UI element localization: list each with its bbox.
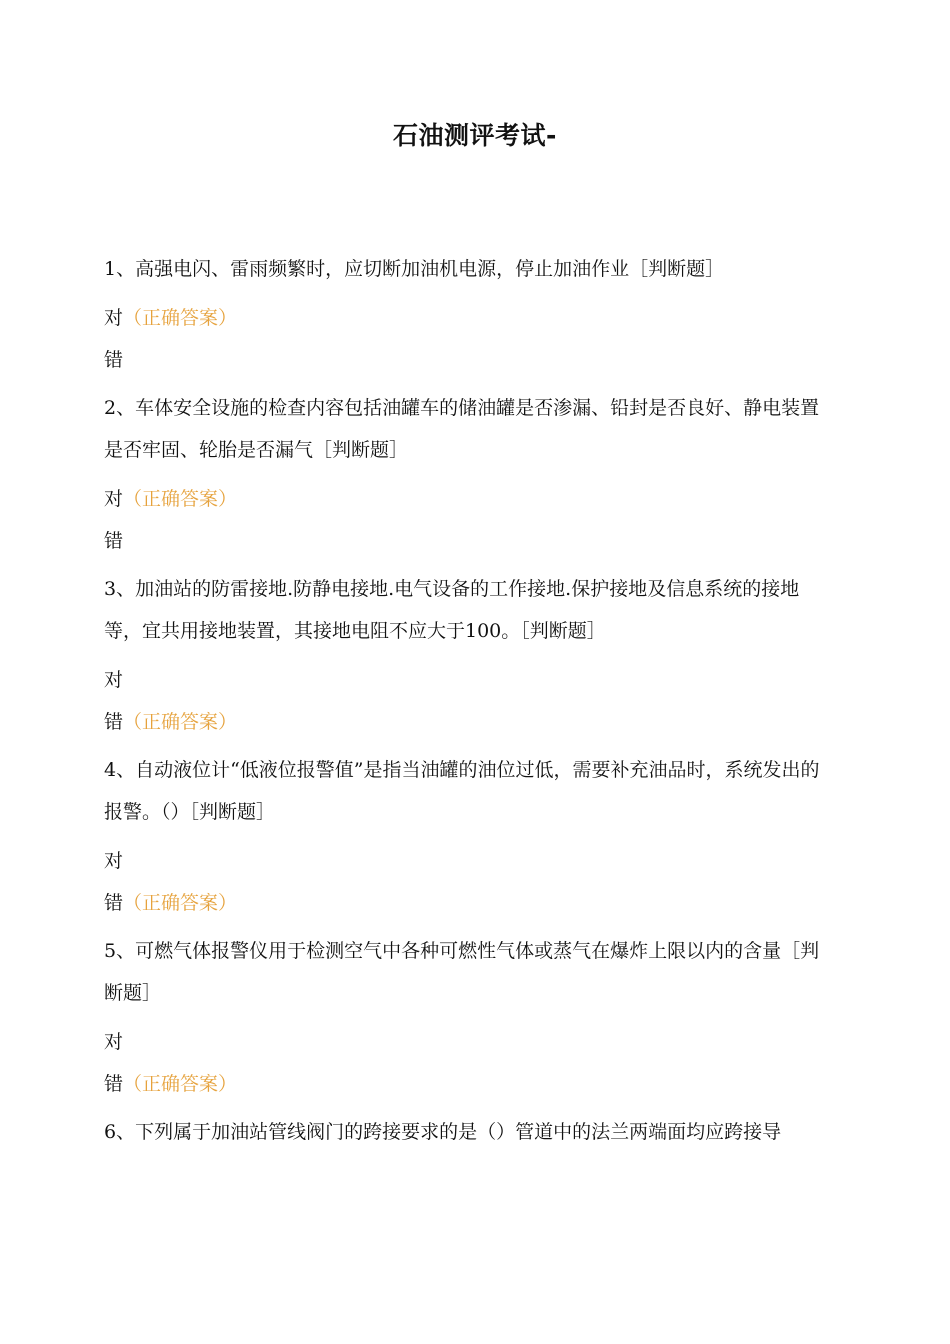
option-label: 错 (104, 892, 124, 914)
option-label: 对 (104, 1031, 124, 1053)
question-list (104, 248, 834, 1160)
option-true[interactable] (104, 478, 834, 520)
correct-answer-tag: （正确答案） (123, 711, 238, 733)
option-true[interactable] (104, 840, 834, 882)
option-label: 错 (104, 711, 124, 733)
option-label: 对 (104, 850, 124, 872)
question-text: 4、自动液位计“低液位报警值”是指当油罐的油位过低，需要补充油品时，系统发出的报警。（）［判断题］ (104, 759, 820, 823)
option-label: 错 (104, 530, 124, 552)
question-text: 5、可燃气体报警仪用于检测空气中各种可燃性气体或蒸气在爆炸上限以内的含量［判断题］ (104, 940, 820, 1004)
question-text: 6、下列属于加油站管线阀门的跨接要求的是（）管道中的法兰两端面均应跨接导 (104, 1121, 782, 1143)
question-block-4 (104, 749, 834, 924)
option-true[interactable] (104, 1021, 834, 1063)
option-label: 错 (104, 349, 124, 371)
document-title: 石油测评考试- (393, 121, 557, 150)
question-block-2 (104, 387, 834, 562)
question-text: 2、车体安全设施的检查内容包括油罐车的储油罐是否渗漏、铅封是否良好、静电装置是否牢固、轮胎是否漏气［判断题］ (104, 397, 820, 461)
option-label: 错 (104, 1073, 124, 1095)
question-block-6 (104, 1111, 834, 1153)
correct-answer-tag: （正确答案） (123, 1073, 238, 1095)
question-block-3 (104, 568, 834, 743)
question-block-5 (104, 930, 834, 1105)
option-false[interactable] (104, 882, 834, 924)
correct-answer-tag: （正确答案） (123, 488, 238, 510)
question-text: 1、高强电闪、雷雨频繁时，应切断加油机电源，停止加油作业［判断题］ (104, 258, 725, 280)
question-block-1 (104, 248, 834, 381)
correct-answer-tag: （正确答案） (123, 307, 238, 329)
option-false[interactable] (104, 701, 834, 743)
option-true[interactable] (104, 297, 834, 339)
correct-answer-tag: （正确答案） (123, 892, 238, 914)
question-text: 3、加油站的防雷接地.防静电接地.电气设备的工作接地.保护接地及信息系统的接地等，宜共用接地装置，其接地电阻不应大于100。［判断题］ (104, 578, 800, 642)
option-label: 对 (104, 669, 124, 691)
option-label: 对 (104, 488, 124, 510)
option-false[interactable] (104, 520, 834, 562)
option-false[interactable] (104, 1063, 834, 1105)
option-label: 对 (104, 307, 124, 329)
option-true[interactable] (104, 659, 834, 701)
option-false[interactable] (104, 339, 834, 381)
